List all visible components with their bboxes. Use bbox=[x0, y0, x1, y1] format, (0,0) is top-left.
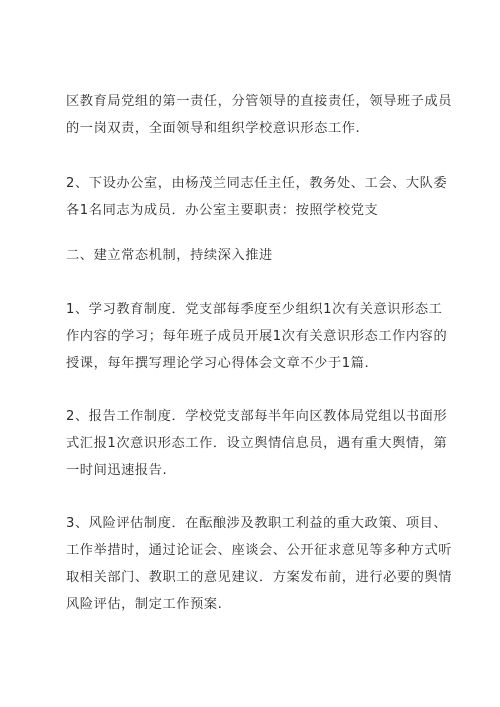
text-line: 授课，每年撰写理论学习心得体会文章不少于1篇. bbox=[66, 356, 370, 371]
paragraph-study-system bbox=[66, 296, 446, 377]
text-line: 区教育局党组的第一责任，分管领导的直接责任，领导班子成员 bbox=[66, 94, 453, 109]
text-line: 2、下设办公室，由杨茂兰同志任主任，教务处、工会、大队委 bbox=[66, 176, 448, 191]
section-heading bbox=[66, 242, 446, 269]
text-line: 作内容的学习；每年班子成员开展1次有关意识形态工作内容的 bbox=[66, 329, 448, 344]
text-line: 工作举措时，通过论证会、座谈会、公开征求意见等多种方式听 bbox=[66, 543, 453, 558]
text-line: 取相关部门、教职工的意见建议．方案发布前，进行必要的舆情 bbox=[66, 570, 453, 585]
paragraph-office-setup bbox=[66, 170, 446, 224]
heading-line: 二、建立常态机制，持续深入推进 bbox=[66, 248, 273, 263]
text-line: 3、风险评估制度．在酝酿涉及教职工利益的重大政策、项目、 bbox=[66, 516, 448, 531]
text-line: 式汇报1次意识形态工作．设立舆情信息员，遇有重大舆情，第 bbox=[66, 436, 448, 451]
text-line: 风险评估，制定工作预案. bbox=[66, 597, 223, 612]
text-line: 的一岗双责，全面领导和组织学校意识形态工作. bbox=[66, 121, 361, 136]
text-line: 1、学习教育制度．党支部每季度至少组织1次有关意识形态工 bbox=[66, 302, 443, 317]
text-line: 各1名同志为成员．办公室主要职责：按照学校党支 bbox=[66, 203, 379, 218]
paragraph-report-system bbox=[66, 403, 446, 484]
text-line: 2、报告工作制度．学校党支部每半年向区教体局党组以书面形 bbox=[66, 409, 448, 424]
text-line: 一时间迅速报告. bbox=[66, 463, 168, 478]
paragraph-responsibility bbox=[66, 88, 453, 142]
paragraph-risk-assessment bbox=[66, 510, 453, 618]
